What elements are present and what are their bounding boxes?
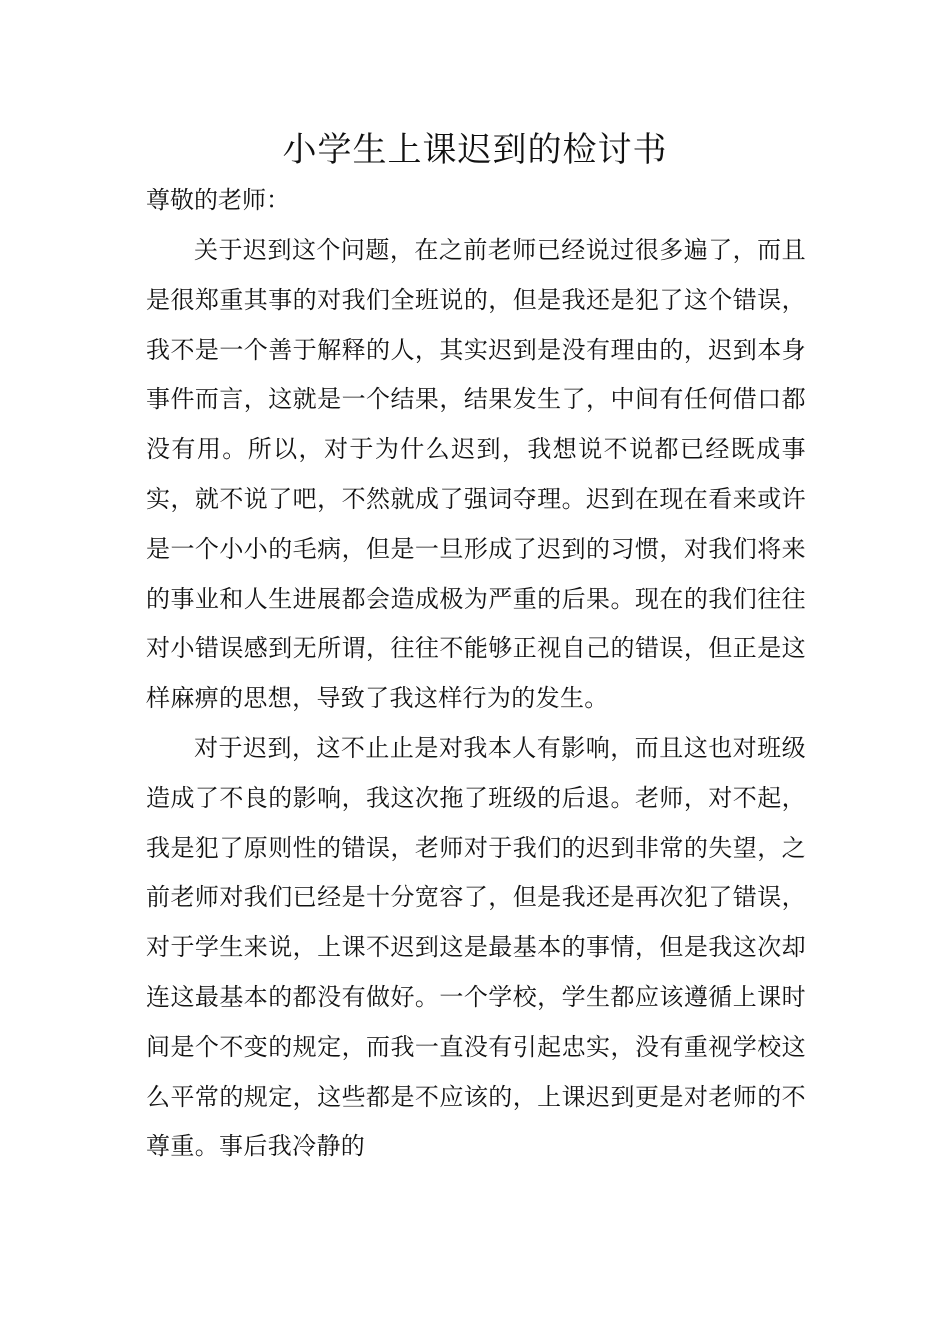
paragraph-2: 对于迟到，这不止止是对我本人有影响，而且这也对班级造成了不良的影响，我这次拖了班级的后退。老师，对不起，我是犯了原则性的错误，老师对于我们的迟到非常的失望，之前老师对我们已经是十分宽容了，但是我还是再次犯了错误，对于学生来说，上课不迟到这是最基本的事情，但是我这次却连这最基本的都没有做好。一个学校，学生都应该遵循上课时间是个不变的规定，而我一直没有引起忠实，没有重视学校这么平常的规定，这些都是不应该的，上课迟到更是对老师的不尊重。事后我冷静的 [146, 733, 806, 1161]
paragraph-1: 关于迟到这个问题，在之前老师已经说过很多遍了，而且是很郑重其事的对我们全班说的，但是我还是犯了这个错误，我不是一个善于解释的人，其实迟到是没有理由的，迟到本身事件而言，这就是一个结果，结果发生了，中间有任何借口都没有用。所以，对于为什么迟到，我想说不说都已经既成事实，就不说了吧，不然就成了强词夺理。迟到在现在看来或许是一个小小的毛病，但是一旦形成了迟到的习惯，对我们将来的事业和人生进展都会造成极为严重的后果。现在的我们往往对小错误感到无所谓，往往不能够正视自己的错误，但正是这样麻痹的思想，导致了我这样行为的发生。 [146, 236, 806, 713]
document-body [146, 226, 806, 1172]
document-title: 小学生上课迟到的检讨书 [282, 130, 668, 170]
salutation: 尊敬的老师： [146, 186, 290, 214]
